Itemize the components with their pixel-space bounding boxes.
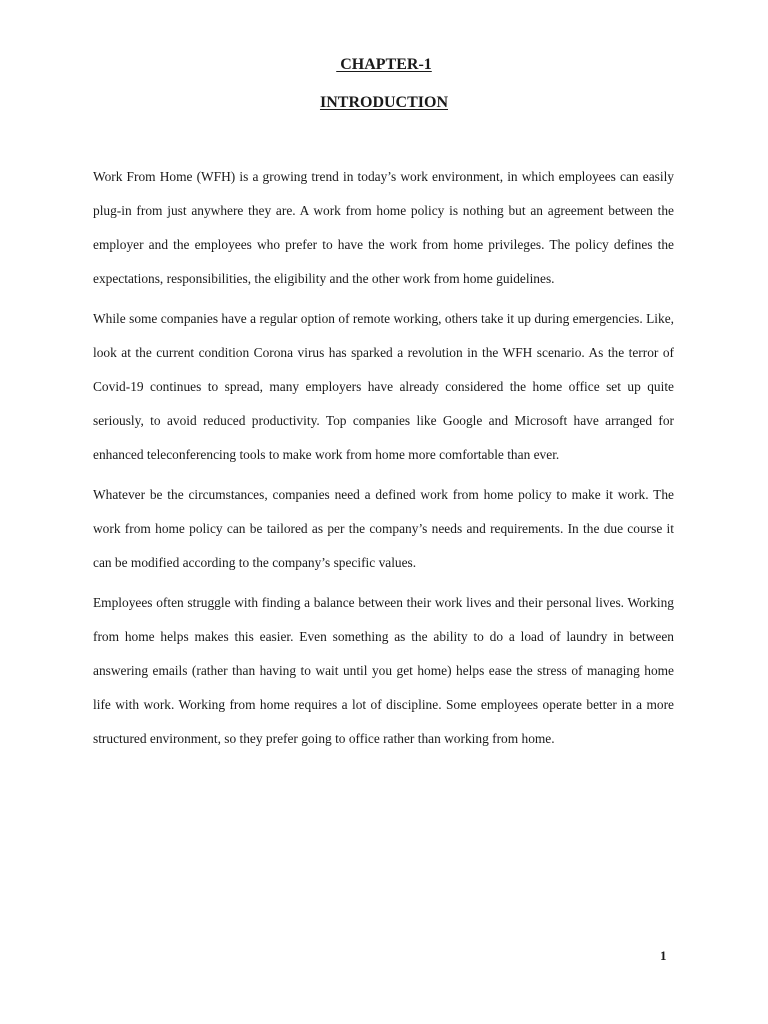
page-number: 1 — [660, 948, 667, 963]
paragraph: While some companies have a regular option of remote working, others take it up during emergencies. Like, look at the current condition Corona virus has sparked a revolution in the WFH scenario. As the terror of Covid-19 continues to spread, many employers have already considered the home office set up quite seriously, to avoid reduced productivity. Top companies like Google and Microsoft have arranged for enhanced teleconferencing tools to make work from home more comfortable than ever. — [93, 311, 674, 462]
paragraph: Employees often struggle with finding a balance between their work lives and their personal lives. Working from home helps makes this easier. Even something as the ability to do a load of laundry in between answering emails (rather than having to wait until you get home) helps ease the stress of managing home life with work. Working from home requires a lot of discipline. Some employees operate better in a more structured environment, so they prefer going to office rather than working from home. — [93, 595, 674, 746]
section-title: INTRODUCTION — [319, 94, 448, 111]
paragraph: Work From Home (WFH) is a growing trend in today’s work environment, in which employees can easily plug-in from just anywhere they are. A work from home policy is nothing but an agreement between the employer and the employees who prefer to have the work from home privileges. The policy defines the expectations, responsibilities, the eligibility and the other work from home guidelines. — [93, 169, 674, 286]
chapter-heading: CHAPTER-1 — [336, 56, 432, 73]
body-text — [93, 160, 674, 762]
paragraph: Whatever be the circumstances, companies need a defined work from home policy to make it work. The work from home policy can be tailored as per the company’s needs and requirements. In the due course it can be modified according to the company’s specific values. — [93, 487, 674, 570]
